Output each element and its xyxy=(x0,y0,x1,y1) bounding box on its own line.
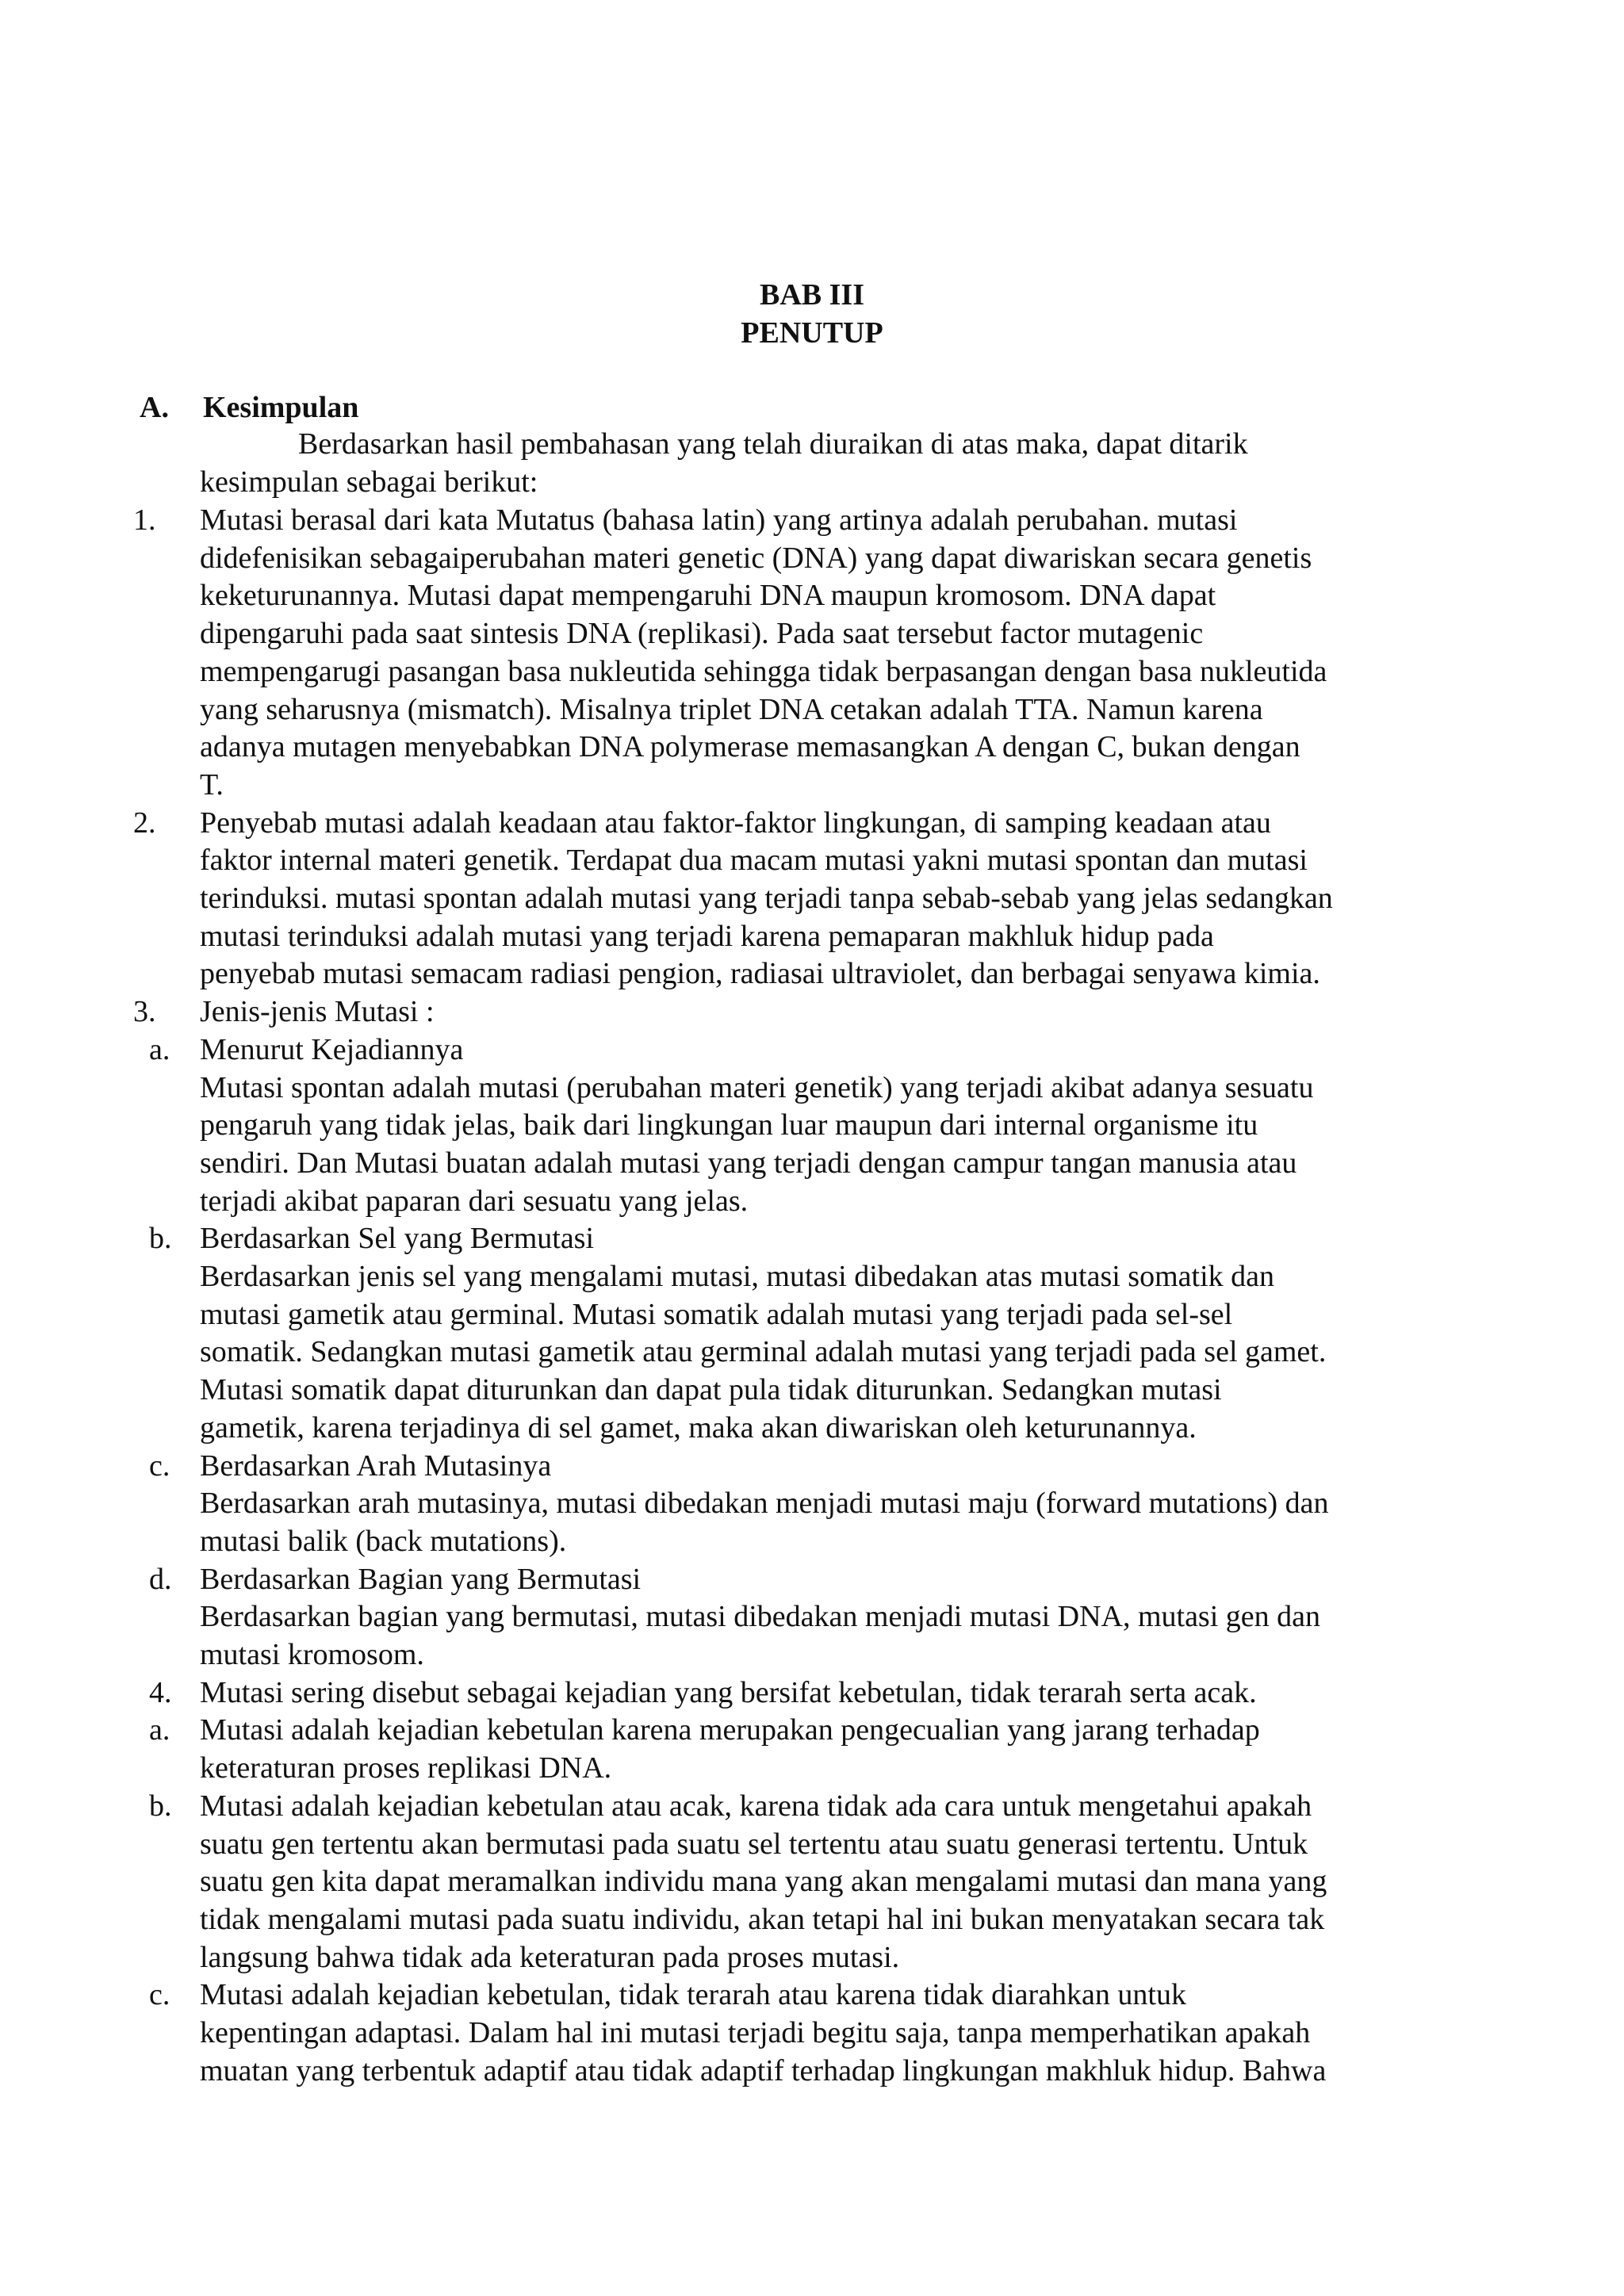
list-item-text: Jenis-jenis Mutasi : xyxy=(200,995,435,1029)
list-item-text: Mutasi adalah kejadian kebetulan, tidak terarah atau karena tidak diarahkan untuk xyxy=(200,1978,1186,2012)
list-marker: c. xyxy=(149,1978,170,2012)
list-item-continuation: keteraturan proses replikasi DNA. xyxy=(200,1751,612,1785)
intro-line: kesimpulan sebagai berikut: xyxy=(200,465,538,499)
list-item-continuation: mutasi balik (back mutations). xyxy=(200,1524,567,1558)
chapter-title: PENUTUP xyxy=(741,316,883,350)
list-item-continuation: tidak mengalami mutasi pada suatu individu, akan tetapi hal ini bukan menyatakan secara tak xyxy=(200,1902,1325,1936)
list-item-continuation: Berdasarkan jenis sel yang mengalami mutasi, mutasi dibedakan atas mutasi somatik dan xyxy=(200,1260,1274,1293)
list-item-text: Mutasi adalah kejadian kebetulan karena merupakan pengecualian yang jarang terhadap xyxy=(200,1713,1260,1747)
list-item-continuation: sendiri. Dan Mutasi buatan adalah mutasi yang terjadi dengan campur tangan manusia atau xyxy=(200,1146,1297,1180)
list-item-continuation: Berdasarkan arah mutasinya, mutasi dibedakan menjadi mutasi maju (forward mutations) dan xyxy=(200,1487,1329,1521)
list-marker: 3. xyxy=(133,995,156,1029)
list-item-continuation: kepentingan adaptasi. Dalam hal ini mutasi terjadi begitu saja, tanpa memperhatikan apakah xyxy=(200,2016,1311,2049)
list-item-text: Penyebab mutasi adalah keadaan atau faktor-faktor lingkungan, di samping keadaan atau xyxy=(200,806,1271,840)
list-item-text: Mutasi sering disebut sebagai kejadian yang bersifat kebetulan, tidak terarah serta acak. xyxy=(200,1675,1257,1709)
list-item-continuation: langsung bahwa tidak ada keteraturan pada proses mutasi. xyxy=(200,1940,900,1974)
list-item-continuation: dipengaruhi pada saat sintesis DNA (replikasi). Pada saat tersebut factor mutagenic xyxy=(200,617,1204,651)
list-item-continuation: mutasi terinduksi adalah mutasi yang terjadi karena pemaparan makhluk hidup pada xyxy=(200,919,1214,953)
intro-line: Berdasarkan hasil pembahasan yang telah diuraikan di atas maka, dapat ditarik xyxy=(298,427,1248,461)
list-marker: 1. xyxy=(133,503,156,537)
list-item-text: Mutasi adalah kejadian kebetulan atau acak, karena tidak ada cara untuk mengetahui apakah xyxy=(200,1789,1312,1823)
list-item-text: Berdasarkan Sel yang Bermutasi xyxy=(200,1222,595,1256)
list-item-continuation: mutasi gametik atau germinal. Mutasi somatik adalah mutasi yang terjadi pada sel-sel xyxy=(200,1297,1233,1331)
list-item-text: Berdasarkan Bagian yang Bermutasi xyxy=(200,1562,642,1596)
list-item-continuation: penyebab mutasi semacam radiasi pengion, radiasai ultraviolet, dan berbagai senyawa kimia. xyxy=(200,957,1320,991)
list-item-continuation: T. xyxy=(200,767,224,802)
list-item-continuation: didefenisikan sebagaiperubahan materi genetic (DNA) yang dapat diwariskan secara genetis xyxy=(200,541,1312,575)
list-item-continuation: Berdasarkan bagian yang bermutasi, mutasi dibedakan menjadi mutasi DNA, mutasi gen dan xyxy=(200,1600,1321,1634)
list-item-continuation: suatu gen kita dapat meramalkan individu mana yang akan mengalami mutasi dan mana yang xyxy=(200,1865,1327,1899)
list-item-continuation: mutasi kromosom. xyxy=(200,1638,424,1671)
list-marker: a. xyxy=(149,1032,170,1066)
section-marker: A. xyxy=(140,391,169,424)
list-item-continuation: adanya mutagen menyebabkan DNA polymerase memasangkan A dengan C, bukan dengan xyxy=(200,730,1300,764)
list-marker: 2. xyxy=(133,806,156,840)
list-marker: d. xyxy=(149,1562,172,1596)
list-item-text: Berdasarkan Arah Mutasinya xyxy=(200,1448,552,1483)
list-marker: 4. xyxy=(149,1675,172,1709)
list-item-continuation: terjadi akibat paparan dari sesuatu yang jelas. xyxy=(200,1184,749,1218)
list-item-continuation: muatan yang terbentuk adaptif atau tidak adaptif terhadap lingkungan makhluk hidup. Bahwa xyxy=(200,2053,1327,2087)
chapter-heading: BAB III xyxy=(760,278,864,312)
list-marker: a. xyxy=(149,1713,170,1747)
section-title: Kesimpulan xyxy=(203,391,359,424)
list-item-continuation: gametik, karena terjadinya di sel gamet, maka akan diwariskan oleh keturunannya. xyxy=(200,1410,1197,1445)
list-item-continuation: somatik. Sedangkan mutasi gametik atau germinal adalah mutasi yang terjadi pada sel gamet. xyxy=(200,1335,1327,1369)
list-item-continuation: keketurunannya. Mutasi dapat mempengaruhi DNA maupun kromosom. DNA dapat xyxy=(200,579,1216,613)
list-item-continuation: Mutasi somatik dapat diturunkan dan dapat pula tidak diturunkan. Sedangkan mutasi xyxy=(200,1373,1222,1407)
list-marker: b. xyxy=(149,1222,172,1256)
list-item-continuation: Mutasi spontan adalah mutasi (perubahan materi genetik) yang terjadi akibat adanya sesuatu xyxy=(200,1070,1314,1104)
list-item-continuation: suatu gen tertentu akan bermutasi pada suatu sel tertentu atau suatu generasi tertentu. Untuk xyxy=(200,1827,1308,1861)
list-item-continuation: pengaruh yang tidak jelas, baik dari lingkungan luar maupun dari internal organisme itu xyxy=(200,1108,1258,1142)
list-item-continuation: yang seharusnya (mismatch). Misalnya triplet DNA cetakan adalah TTA. Namun karena xyxy=(200,692,1263,726)
list-marker: b. xyxy=(149,1789,172,1823)
list-item-text: Menurut Kejadiannya xyxy=(200,1032,464,1066)
list-item-continuation: faktor internal materi genetik. Terdapat dua macam mutasi yakni mutasi spontan dan mutasi xyxy=(200,844,1308,878)
list-item-continuation: mempengarugi pasangan basa nukleutida sehingga tidak berpasangan dengan basa nukleutida xyxy=(200,654,1327,688)
list-marker: c. xyxy=(149,1448,170,1483)
list-item-text: Mutasi berasal dari kata Mutatus (bahasa latin) yang artinya adalah perubahan. mutasi xyxy=(200,503,1238,537)
list-item-continuation: terinduksi. mutasi spontan adalah mutasi yang terjadi tanpa sebab-sebab yang jelas sedangkan xyxy=(200,882,1333,915)
